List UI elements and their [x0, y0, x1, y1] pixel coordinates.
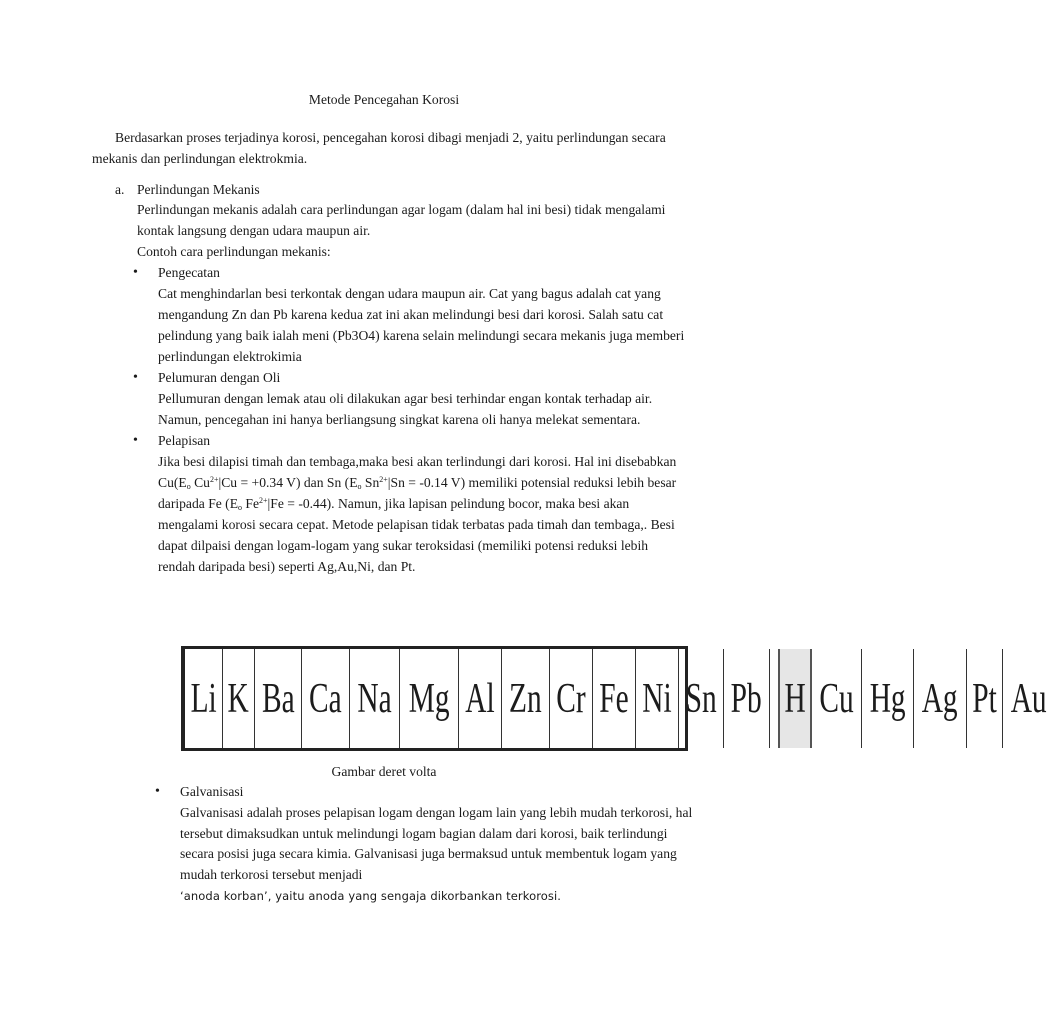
body-text: Sn [361, 475, 380, 491]
element-cell-pt [967, 649, 1003, 748]
element-symbol: Ni [642, 675, 672, 722]
list-item-galvanisasi [155, 782, 700, 907]
superscript: 2+ [379, 475, 388, 485]
element-symbol: Zn [509, 675, 542, 722]
element-cell-na [350, 649, 400, 748]
element-symbol: Al [465, 675, 496, 722]
section-letter: a. [115, 182, 125, 197]
subscript: o [238, 503, 243, 513]
element-cell-mg [400, 649, 459, 748]
element-cell-cu [812, 649, 862, 748]
bullet-icon: • [133, 370, 138, 386]
body-text: |Cu = +0.34 V) dan Sn (E [218, 475, 358, 491]
element-cell-ni [636, 649, 679, 748]
element-cell-k [223, 649, 254, 748]
element-cell-sn [679, 649, 724, 748]
section-a [115, 180, 685, 577]
body-text: |Fe = -0.44). Namun, jika lapisan pelindung bocor, maka besi akan mengalami korosi secara cepat. Metode pelapisan tidak terbatas pada timah dan tembaga,. Besi dapat dilpaisi dengan logam-logam yang sukar teroksidasi (memiliki potensi reduksi lebih rendah daripada besi) seperti Ag,Au,Ni, dan Pt. [158, 496, 675, 575]
item-title: Pelapisan [158, 433, 211, 449]
element-symbol: Ag [922, 675, 959, 722]
section-title: Perlindungan Mekanis [137, 182, 260, 197]
subscript: o [186, 482, 191, 492]
element-symbol: Cu [819, 675, 854, 722]
examples-label: Contoh cara perlindungan mekanis: [137, 243, 331, 259]
figure-caption: Gambar deret volta [331, 764, 437, 779]
section-description: Perlindungan mekanis adalah cara perlindungan agar logam (dalam hal ini besi) tidak mengalami kontak langsung dengan udara maupun air. [137, 202, 666, 238]
element-symbol: Fe [599, 675, 629, 722]
element-cell-zn [502, 649, 550, 748]
element-cell-cr [550, 649, 593, 748]
volta-series-figure [181, 646, 1047, 751]
item-body: Pellumuran dengan lemak atau oli dilakukan agar besi terhindar engan kontak terhadap air. Namun, pencegahan ini hanya berliangsung singkat karena oli hanya melekat sementara. [158, 391, 653, 428]
list-item-pelapisan [133, 430, 685, 577]
element-symbol: Na [357, 675, 392, 722]
section-heading [115, 180, 685, 200]
element-symbol: Cr [556, 675, 586, 722]
subscript: o [357, 482, 362, 492]
superscript: 2+ [209, 475, 219, 485]
intro-paragraph: Berdasarkan proses terjadinya korosi, pencegahan korosi dibagi menjadi 2, yaitu perlindungan secara mekanis dan perlindungan elektrokmia. [92, 130, 666, 166]
bullet-icon: • [133, 433, 138, 449]
element-cell-h [778, 649, 812, 748]
element-symbol: Mg [408, 675, 450, 722]
item-body: Cat menghindarlan besi terkontak dengan udara maupun air. Cat yang bagus adalah cat yang mengandung Zn dan Pb karena kedua zat ini akan melindungi besi dari korosi. Salah satu cat pelindung yang baik ialah meni (Pb3O4) karena selain melindungi secara mekanis juga memberi perlindungan elektrokimia [158, 286, 685, 365]
body-text: Cu [190, 475, 210, 491]
volta-series-cells [185, 649, 1047, 748]
item-title: Galvanisasi [180, 784, 244, 799]
list-item-pengecatan [133, 262, 685, 367]
element-symbol: K [227, 675, 250, 722]
superscript: 2+ [259, 496, 268, 506]
list-item-pelumuran [133, 367, 685, 430]
bullet-icon: • [133, 265, 138, 281]
bullet-icon: • [155, 784, 160, 799]
item-title: Pelumuran dengan Oli [158, 370, 281, 386]
body-text: Fe [242, 496, 260, 512]
element-symbol: Hg [869, 675, 906, 722]
item-body [180, 803, 700, 907]
element-cell-au [1003, 649, 1054, 748]
element-symbol: Pt [972, 675, 997, 722]
element-cell-li [185, 649, 223, 748]
element-cell-ag [914, 649, 966, 748]
element-cell-ba [255, 649, 303, 748]
element-cell-pb [724, 649, 769, 748]
element-symbol: Pb [730, 675, 763, 722]
body-text-tail: ‘anoda korban’, yaitu anoda yang sengaja dikorbankan terkorosi. [180, 888, 562, 903]
element-symbol: Li [190, 675, 217, 722]
element-cell-fe [593, 649, 636, 748]
element-cell-al [459, 649, 502, 748]
element-symbol: Au [1010, 675, 1047, 722]
body-text: Jika besi dilapisi timah dan tembaga,maka besi akan terlindungi dari korosi. Hal ini disebabkan Cu(E [158, 454, 677, 491]
element-symbol: H [784, 675, 806, 722]
element-cell-ca [302, 649, 350, 748]
page-title: Metode Pencegahan Korosi [308, 92, 460, 107]
item-title: Pengecatan [158, 265, 220, 281]
element-symbol: Ca [309, 675, 342, 722]
item-body [158, 451, 685, 577]
body-text: |Sn = -0.14 V) memiliki potensial reduksi lebih besar daripada Fe (E [158, 475, 677, 512]
body-text: Galvanisasi adalah proses pelapisan logam dengan logam lain yang lebih mudah terkorosi, hal tersebut dimaksudkan untuk melindungi logam bagian dalam dari korosi, baik terlindungi secara posisi juga secara kimia. Galvanisasi juga bermaksud untuk membentuk logam yang mudah terkorosi tersebut menjadi [180, 804, 693, 883]
element-symbol: Sn [685, 675, 717, 722]
element-cell-hg [862, 649, 914, 748]
element-symbol: Ba [261, 675, 295, 722]
